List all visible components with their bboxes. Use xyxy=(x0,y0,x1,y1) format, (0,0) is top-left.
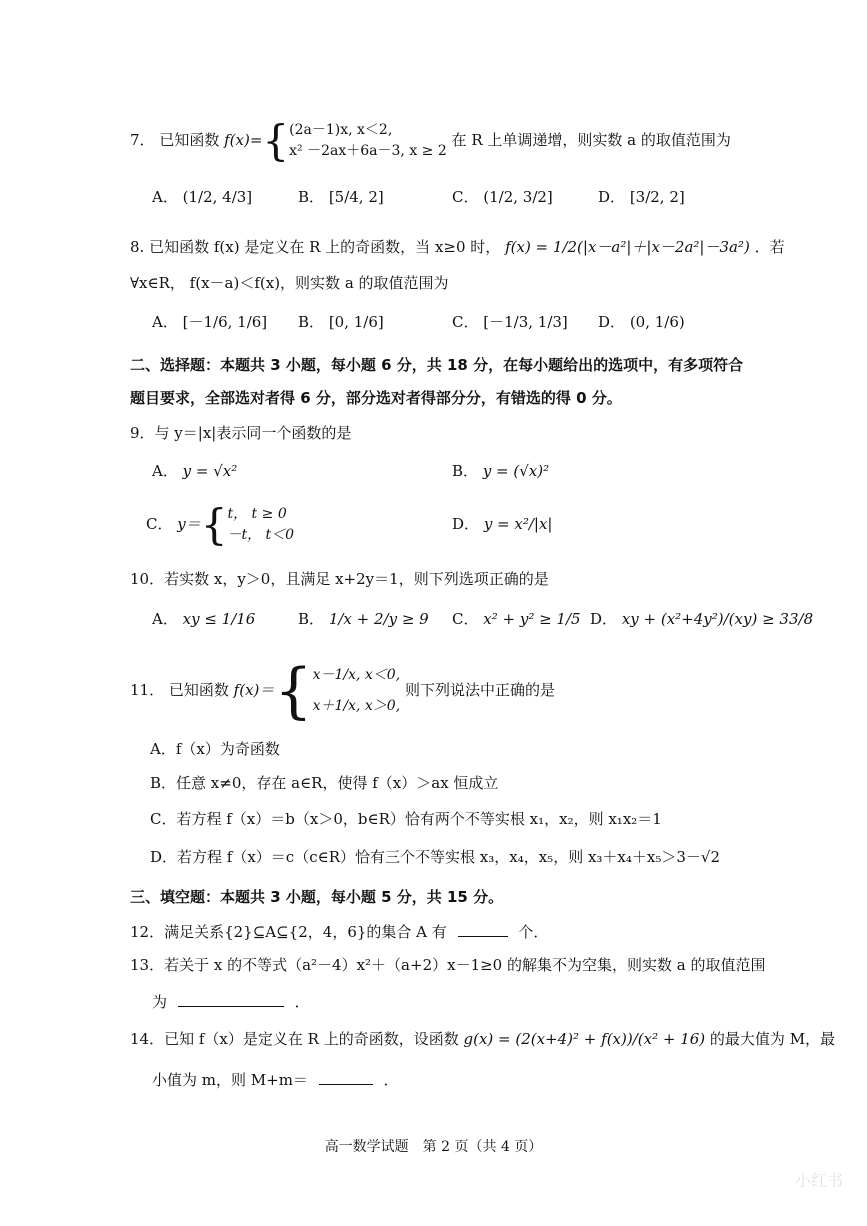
q7-option-c-text: (1/2, 3/2] xyxy=(483,188,553,206)
q9-option-a xyxy=(152,462,237,480)
q9-option-c-cases xyxy=(227,504,294,546)
q10-option-c xyxy=(452,610,581,628)
q8-option-c-label: C． xyxy=(452,313,479,331)
q7-option-c xyxy=(452,188,553,206)
q10-option-d xyxy=(590,610,813,628)
q8-option-b-text: [0, 1/6] xyxy=(328,313,384,331)
watermark: 小红书 xyxy=(794,1171,843,1190)
q12-answer-blank xyxy=(458,922,508,937)
q12-stem xyxy=(130,922,548,941)
q11-case-2: x＋1/x, x＞0, xyxy=(312,697,401,714)
q7-stem-post: 在 R 上单调递增，则实数 a 的取值范围为 xyxy=(451,131,731,149)
q10-option-c-label: C． xyxy=(452,610,479,628)
q11-number: 11． xyxy=(130,680,165,699)
q14-line2-post: ． xyxy=(383,1071,399,1089)
q7-option-b xyxy=(298,188,384,206)
q11-option-d: D．若方程 f（x）＝c（c∈R）恰有三个不等实根 x₃，x₄，x₅，则 x₃＋x₄＋x₅＞3－√2 xyxy=(150,848,721,866)
q9-option-a-text: y = √x² xyxy=(182,462,238,480)
q9-option-c xyxy=(146,500,295,549)
q7-option-c-label: C． xyxy=(452,188,479,206)
q9-option-b-text: y = (√x)² xyxy=(482,462,550,480)
q8-option-d-label: D． xyxy=(598,313,626,331)
q14-stem-post: 的最大值为 M，最 xyxy=(709,1030,836,1048)
q8-option-d xyxy=(598,313,685,331)
q8-option-c-text: [－1/3, 1/3] xyxy=(483,313,568,331)
q9-option-c-label: C． xyxy=(146,515,173,533)
section2-heading-line1: 二、选择题：本题共 3 小题，每小题 6 分，共 18 分，在每小题给出的选项中，有多项符合 xyxy=(130,356,744,374)
q8-option-b xyxy=(298,313,384,331)
q11-stem-pre: 已知函数 xyxy=(168,680,229,699)
page-footer: 高一数学试题 第 2 页（共 4 页） xyxy=(324,1139,543,1155)
section2-heading-line2: 题目要求，全部选对者得 6 分，部分选对者得部分分，有错选的得 0 分。 xyxy=(130,389,622,407)
q13-line2 xyxy=(152,992,310,1011)
q7-option-d xyxy=(598,188,685,206)
q14-answer-blank xyxy=(319,1070,373,1085)
q7-brace: { xyxy=(262,116,290,165)
q14-line2 xyxy=(152,1070,399,1089)
q10-option-d-label: D． xyxy=(590,610,618,628)
q8-option-c xyxy=(452,313,568,331)
q7-option-a xyxy=(152,188,252,206)
q8-formula: f(x) = 1/2(|x－a²|＋|x－2a²|－3a²) xyxy=(505,238,750,256)
q8-option-a xyxy=(152,313,267,331)
q9-option-c-case-2: －t， t＜0 xyxy=(227,527,295,543)
q13-line2-text: 为 xyxy=(152,993,168,1011)
q11-stem xyxy=(130,655,555,726)
q7-cases xyxy=(289,120,447,162)
q11-brace: { xyxy=(274,655,313,726)
q13-line2-post: ． xyxy=(294,993,310,1011)
q9-brace: { xyxy=(200,500,228,549)
q7-number: 7． xyxy=(130,131,155,149)
q7-option-d-label: D． xyxy=(598,188,626,206)
q13-line1: 13．若关于 x 的不等式（a²－4）x²＋（a+2）x－1≥0 的解集不为空集，则实数 a 的取值范围 xyxy=(130,956,766,974)
q9-option-d-text: y = x²/|x| xyxy=(483,515,553,533)
q7-option-b-text: [5/4, 2] xyxy=(328,188,384,206)
q9-option-c-case-1: t， t ≥ 0 xyxy=(227,506,287,522)
q10-option-c-text: x² + y² ≥ 1/5 xyxy=(483,610,581,628)
q9-option-d xyxy=(452,515,552,533)
q10-option-b xyxy=(298,610,429,628)
q9-option-d-label: D． xyxy=(452,515,480,533)
q7-option-b-label: B． xyxy=(298,188,325,206)
q9-option-c-y: y＝ xyxy=(177,515,201,533)
q11-case-1: x－1/x, x＜0, xyxy=(312,667,401,683)
q10-option-b-label: B． xyxy=(298,610,325,628)
q7-stem-pre: 已知函数 xyxy=(159,131,220,149)
q8-line2: ∀x∈R， f(x－a)＜f(x)，则实数 a 的取值范围为 xyxy=(130,274,449,292)
q8-option-a-text: [－1/6, 1/6] xyxy=(182,313,268,331)
q10-stem: 10．若实数 x，y＞0，且满足 x+2y＝1，则下列选项正确的是 xyxy=(130,570,549,588)
q12-stem-text: 12．满足关系{2}⊆A⊆{2，4，6}的集合 A 有 xyxy=(130,923,447,941)
q8-stem-pre: 已知函数 f(x) 是定义在 R 上的奇函数，当 x≥0 时， xyxy=(149,238,501,256)
q9-option-b-label: B． xyxy=(452,462,479,480)
q11-fx: f(x)＝ xyxy=(233,680,275,699)
q11-option-c: C．若方程 f（x）＝b（x＞0，b∈R）恰有两个不等实根 x₁，x₂，则 x₁x₂＝1 xyxy=(150,810,662,828)
q11-cases xyxy=(313,660,401,722)
q10-option-d-text: xy + (x²+4y²)/(xy) ≥ 33/8 xyxy=(621,610,814,628)
q13-answer-blank xyxy=(178,992,284,1007)
q8-stem-post: ．若 xyxy=(754,238,785,256)
q7-option-d-text: [3/2, 2] xyxy=(629,188,685,206)
q8-option-a-label: A． xyxy=(152,313,178,331)
q9-stem: 9．与 y＝|x|表示同一个函数的是 xyxy=(130,424,352,442)
section3-heading: 三、填空题：本题共 3 小题，每小题 5 分，共 15 分。 xyxy=(130,888,504,906)
q10-option-a xyxy=(152,610,255,628)
q14-formula: g(x) = (2(x+4)² + f(x))/(x² + 16) xyxy=(463,1030,706,1048)
q7-option-a-label: A． xyxy=(152,188,178,206)
q8-option-b-label: B． xyxy=(298,313,325,331)
q8-stem xyxy=(130,238,785,256)
q10-option-a-text: xy ≤ 1/16 xyxy=(182,610,256,628)
q8-number: 8. xyxy=(130,238,145,256)
q11-option-a: A．f（x）为奇函数 xyxy=(150,740,280,758)
q12-stem-post: 个． xyxy=(518,923,549,941)
q14-stem xyxy=(130,1030,835,1048)
q11-stem-post: 则下列说法中正确的是 xyxy=(404,680,555,699)
q9-option-b xyxy=(452,462,549,480)
q8-option-d-text: (0, 1/6) xyxy=(629,313,685,331)
q14-line2-text: 小值为 m，则 M+m＝ xyxy=(152,1071,308,1089)
q7-option-a-text: (1/2, 4/3] xyxy=(182,188,253,206)
q9-option-a-label: A． xyxy=(152,462,178,480)
q10-option-b-text: 1/x + 2/y ≥ 9 xyxy=(328,610,429,628)
q7-case-2: x² －2ax＋6a－3, x ≥ 2 xyxy=(289,143,447,159)
q11-option-b: B．任意 x≠0，存在 a∈R，使得 f（x）＞ax 恒成立 xyxy=(150,774,499,792)
q7-case-1: (2a－1)x, x＜2, xyxy=(289,122,393,138)
q14-stem-pre: 14．已知 f（x）是定义在 R 上的奇函数，设函数 xyxy=(130,1030,459,1048)
q10-option-a-label: A． xyxy=(152,610,178,628)
q7-fx: f(x)= xyxy=(224,131,263,149)
q7-stem xyxy=(130,116,731,165)
